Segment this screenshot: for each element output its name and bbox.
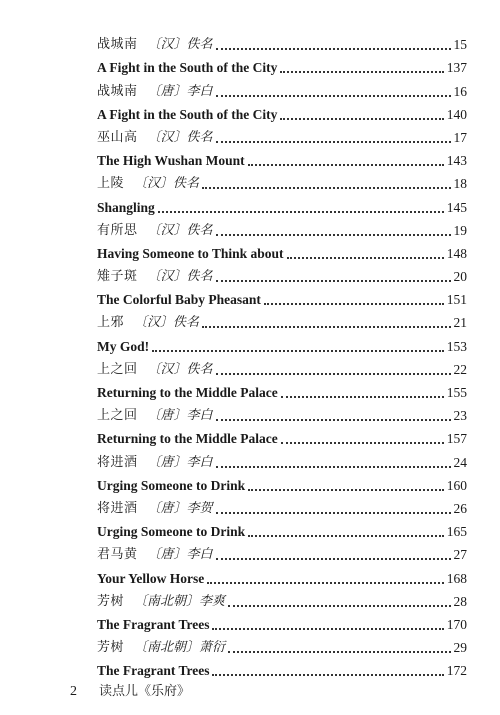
dot-leader — [216, 233, 451, 236]
dot-leader — [281, 441, 444, 444]
toc-entry-page: 27 — [453, 547, 467, 563]
dot-leader — [202, 325, 450, 328]
toc-entry-page: 148 — [446, 245, 467, 261]
dot-leader — [216, 372, 451, 375]
dot-leader — [287, 256, 444, 259]
toc-entry — [97, 192, 467, 215]
toc-entry-page: 160 — [446, 477, 467, 493]
toc-entry — [97, 239, 467, 262]
dot-leader — [152, 349, 444, 352]
dot-leader — [216, 94, 451, 97]
dot-leader — [216, 557, 451, 560]
toc-entry-page: 18 — [453, 176, 467, 192]
toc-entry-title: 君马黄 — [97, 547, 138, 563]
toc-entry — [97, 76, 467, 99]
toc-entry-title: 芳树 — [97, 593, 125, 609]
toc-entry-page: 24 — [453, 454, 467, 470]
toc-entry-page: 137 — [446, 60, 467, 76]
toc-entry — [97, 100, 467, 123]
toc-entry-page: 23 — [453, 408, 467, 424]
toc-entry-page: 145 — [446, 199, 467, 215]
dot-leader — [202, 186, 450, 189]
toc-entry-author: 〔汉〕佚名 — [147, 269, 213, 285]
toc-entry — [97, 378, 467, 401]
toc-entry-title: Urging Someone to Drink — [97, 524, 246, 540]
toc-entry — [97, 355, 467, 378]
toc-entry — [97, 216, 467, 239]
dot-leader — [207, 581, 444, 584]
toc-entry-page: 29 — [453, 640, 467, 656]
toc-entry-title: Your Yellow Horse — [97, 570, 205, 586]
toc-entry-author: 〔汉〕佚名 — [147, 222, 213, 238]
toc-entry-title: 上陵 — [97, 176, 125, 192]
table-of-contents — [97, 30, 467, 679]
dot-leader — [216, 279, 451, 282]
toc-entry — [97, 53, 467, 76]
toc-entry — [97, 517, 467, 540]
dot-leader — [212, 627, 443, 630]
toc-entry — [97, 610, 467, 633]
toc-entry-page: 15 — [453, 37, 467, 53]
toc-entry-title: 芳树 — [97, 640, 125, 656]
toc-entry-author: 〔唐〕李白 — [147, 547, 213, 563]
toc-entry-title: My God! — [97, 338, 150, 354]
toc-entry-page: 19 — [453, 222, 467, 238]
toc-entry — [97, 424, 467, 447]
toc-entry-title: 上之回 — [97, 361, 138, 377]
toc-entry — [97, 262, 467, 285]
toc-entry — [97, 471, 467, 494]
toc-entry-page: 21 — [453, 315, 467, 331]
toc-entry — [97, 146, 467, 169]
toc-entry — [97, 563, 467, 586]
toc-entry-title: The High Wushan Mount — [97, 153, 245, 169]
toc-entry-author: 〔南北朝〕萧衍 — [134, 640, 226, 656]
toc-entry-title: 上之回 — [97, 408, 138, 424]
toc-entry — [97, 656, 467, 679]
toc-entry-page: 16 — [453, 83, 467, 99]
dot-leader — [158, 210, 444, 213]
toc-entry-title: 有所思 — [97, 222, 138, 238]
toc-entry-title: 巫山高 — [97, 129, 138, 145]
toc-entry-page: 165 — [446, 524, 467, 540]
toc-entry-author: 〔南北朝〕李爽 — [134, 593, 226, 609]
toc-entry-page: 155 — [446, 385, 467, 400]
toc-entry — [97, 30, 467, 53]
toc-entry-page: 17 — [453, 129, 467, 145]
toc-entry-author: 〔唐〕李贺 — [147, 500, 213, 516]
toc-entry-page: 20 — [453, 269, 467, 285]
dot-leader — [216, 465, 451, 468]
toc-entry — [97, 169, 467, 192]
toc-entry-author: 〔汉〕佚名 — [147, 129, 213, 145]
toc-entry-page: 168 — [446, 570, 467, 586]
toc-entry-title: Returning to the Middle Palace — [97, 431, 278, 447]
toc-entry — [97, 331, 467, 354]
toc-entry-title: 将进酒 — [97, 454, 138, 470]
toc-entry-title: 雉子斑 — [97, 269, 138, 285]
toc-entry-title: 战城南 — [97, 37, 138, 53]
toc-entry — [97, 587, 467, 610]
dot-leader — [212, 673, 443, 676]
toc-entry-page: 170 — [446, 616, 467, 632]
toc-entry-title: Returning to the Middle Palace — [97, 385, 278, 400]
toc-entry-author: 〔汉〕佚名 — [147, 37, 213, 53]
dot-leader — [281, 395, 444, 398]
toc-entry-title: The Colorful Baby Pheasant — [97, 292, 261, 308]
dot-leader — [280, 117, 443, 120]
dot-leader — [280, 70, 443, 73]
dot-leader — [248, 163, 444, 166]
toc-entry-page: 26 — [453, 500, 467, 516]
dot-leader — [216, 418, 451, 421]
toc-entry-title: A Fight in the South of the City — [97, 106, 278, 122]
toc-entry — [97, 633, 467, 656]
toc-entry-author: 〔唐〕李白 — [147, 408, 213, 424]
dot-leader — [228, 650, 450, 653]
toc-entry-page: 22 — [453, 361, 467, 377]
toc-entry-title: Urging Someone to Drink — [97, 477, 246, 493]
dot-leader — [228, 604, 450, 607]
toc-entry-title: The Fragrant Trees — [97, 616, 210, 632]
toc-entry-author: 〔汉〕佚名 — [134, 315, 200, 331]
toc-entry-page: 28 — [453, 593, 467, 609]
toc-entry — [97, 285, 467, 308]
toc-entry-page: 143 — [446, 153, 467, 169]
toc-entry-page: 172 — [446, 663, 467, 679]
toc-entry-title: 上邪 — [97, 315, 125, 331]
toc-entry-title: Shangling — [97, 199, 155, 215]
toc-entry-page: 153 — [446, 338, 467, 354]
page-footer — [70, 680, 190, 700]
toc-entry — [97, 123, 467, 146]
toc-entry-title: The Fragrant Trees — [97, 663, 210, 679]
toc-entry-title: A Fight in the South of the City — [97, 60, 278, 76]
toc-entry-page: 140 — [446, 106, 467, 122]
dot-leader — [248, 534, 444, 537]
toc-entry — [97, 494, 467, 517]
toc-entry — [97, 401, 467, 424]
toc-entry — [97, 447, 467, 470]
dot-leader — [264, 302, 444, 305]
toc-entry-author: 〔唐〕李白 — [147, 454, 213, 470]
toc-entry-title: 战城南 — [97, 83, 138, 99]
dot-leader — [216, 511, 451, 514]
dot-leader — [216, 140, 451, 143]
toc-entry-author: 〔汉〕佚名 — [134, 176, 200, 192]
footer-book-title: 读点儿《乐府》 — [99, 684, 191, 699]
dot-leader — [216, 47, 451, 50]
toc-entry-author: 〔唐〕李白 — [147, 83, 213, 99]
toc-entry-title: 将进酒 — [97, 500, 138, 516]
toc-entry-page: 157 — [446, 431, 467, 447]
toc-entry-page: 151 — [446, 292, 467, 308]
dot-leader — [248, 488, 444, 491]
toc-entry-author: 〔汉〕佚名 — [147, 361, 213, 377]
toc-entry-title: Having Someone to Think about — [97, 245, 284, 261]
footer-page-number: 2 — [70, 684, 77, 699]
toc-entry — [97, 308, 467, 331]
toc-entry — [97, 540, 467, 563]
